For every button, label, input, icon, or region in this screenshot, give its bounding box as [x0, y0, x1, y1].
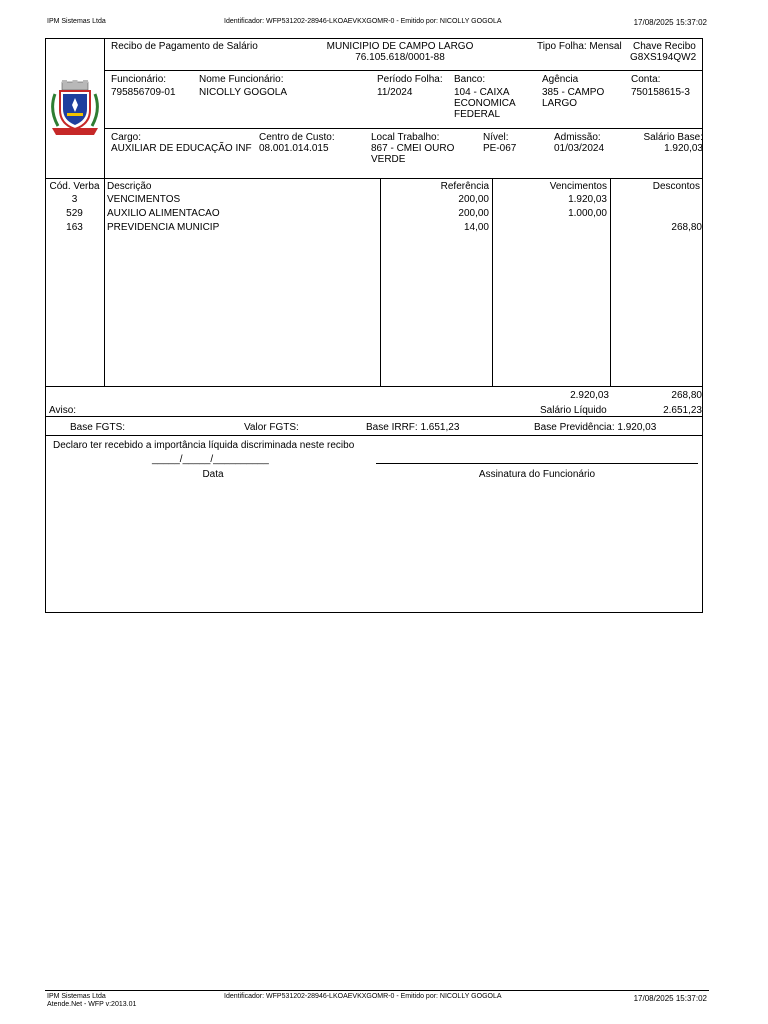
fgts-base-label: Base FGTS: [70, 422, 126, 433]
employee-id: 795856709-01 [111, 87, 176, 98]
row-code: 163 [66, 222, 83, 233]
row-reference: 14,00 [463, 222, 489, 233]
date-blank-line: _____/_____/__________ [152, 454, 269, 465]
account-label: Conta: [631, 74, 661, 85]
employer-name: MUNICIPIO DE CAMPO LARGO [326, 41, 474, 52]
header-identifier: Identificador: WFP531202-28946-LKOAEVKXGOMR-0 - Emitido por: NICOLLY GOGOLA [224, 18, 502, 25]
cost-center-value: 08.001.014.015 [259, 143, 329, 154]
row-earnings: 1.000,00 [568, 208, 607, 219]
period-value: 11/2024 [377, 87, 413, 98]
row-reference: 200,00 [458, 208, 489, 219]
bank-label: Banco: [454, 74, 486, 85]
level-label: Nível: [483, 132, 509, 143]
receipt-frame [45, 38, 703, 613]
base-salary-value: 1.920,03 [664, 143, 703, 154]
row-reference: 200,00 [458, 194, 489, 205]
agency-value: 385 - CAMPO LARGO [542, 87, 605, 109]
employer-cnpj: 76.105.618/0001-88 [355, 52, 445, 63]
fgts-value-label: Valor FGTS: [244, 422, 299, 433]
irrf-base: Base IRRF: 1.651,23 [366, 422, 460, 433]
net-salary-label: Salário Líquido [540, 405, 607, 416]
date-label: Data [202, 469, 224, 480]
position-value: AUXILIAR DE EDUCAÇÃO INF [111, 143, 252, 154]
header-datetime: 17/08/2025 15:37:02 [633, 18, 707, 27]
bank-value: 104 - CAIXA ECONOMICA FEDERAL [454, 87, 516, 120]
total-earnings: 2.920,03 [570, 390, 609, 401]
employee-id-label: Funcionário: [111, 74, 167, 85]
admission-label: Admissão: [554, 132, 601, 143]
header-company: IPM Sistemas Ltda [47, 18, 106, 25]
signature-line [376, 463, 698, 464]
agency-label: Agência [542, 74, 579, 85]
pension-base: Base Previdência: 1.920,03 [534, 422, 657, 433]
footer-datetime: 17/08/2025 15:37:02 [633, 994, 707, 1003]
base-salary-label: Salário Base: [643, 132, 703, 143]
cost-center-label: Centro de Custo: [259, 132, 335, 143]
net-salary-value: 2.651,23 [663, 405, 702, 416]
account-value: 750158615-3 [631, 87, 690, 98]
footer-divider [45, 990, 709, 991]
workplace-value: 867 - CMEI OURO VERDE [371, 143, 455, 165]
coat-of-arms-logo [48, 80, 102, 138]
row-description: AUXILIO ALIMENTACAO [107, 208, 220, 219]
signature-label: Assinatura do Funcionário [478, 469, 596, 480]
row-description: VENCIMENTOS [107, 194, 181, 205]
total-deductions: 268,80 [671, 390, 702, 401]
receipt-key-label: Chave Recibo [633, 41, 696, 52]
period-label: Período Folha: [377, 74, 443, 85]
col-header-deductions: Descontos [652, 181, 700, 192]
level-value: PE-067 [483, 143, 517, 154]
employee-name-label: Nome Funcionário: [199, 74, 284, 85]
footer-company: IPM Sistemas Ltda [47, 993, 106, 1000]
col-header-reference: Referência [440, 181, 489, 192]
admission-value: 01/03/2024 [554, 143, 605, 154]
sheet-type: Tipo Folha: Mensal [537, 41, 622, 52]
employee-name: NICOLLY GOGOLA [199, 87, 287, 98]
position-label: Cargo: [111, 132, 142, 143]
footer-identifier: Identificador: WFP531202-28946-LKOAEVKXGOMR-0 - Emitido por: NICOLLY GOGOLA [224, 993, 502, 1000]
col-header-description: Descrição [107, 181, 152, 192]
workplace-label: Local Trabalho: [371, 132, 440, 143]
col-header-code: Cód. Verba [49, 181, 100, 192]
row-description: PREVIDENCIA MUNICIP [107, 222, 220, 233]
row-code: 529 [66, 208, 83, 219]
receipt-title: Recibo de Pagamento de Salário [111, 41, 258, 52]
row-earnings: 1.920,03 [568, 194, 607, 205]
receipt-key-value: G8XS194QW2 [630, 52, 697, 63]
row-code: 3 [71, 194, 78, 205]
footer-version: Atende.Net - WFP v:2013.01 [47, 1001, 137, 1008]
col-header-earnings: Vencimentos [549, 181, 607, 192]
declaration-text: Declaro ter recebido a importância líquida discriminada neste recibo [53, 440, 355, 451]
notice-label: Aviso: [49, 405, 77, 416]
row-deductions: 268,80 [671, 222, 702, 233]
